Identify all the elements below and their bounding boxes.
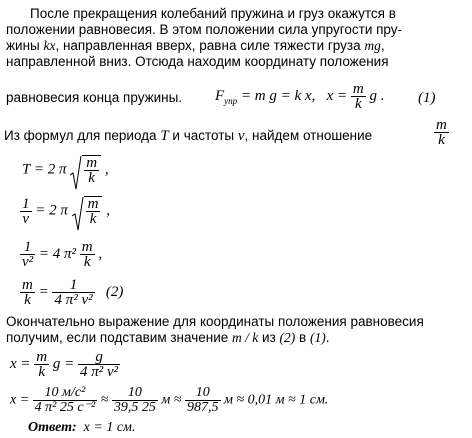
numerator: 10 м/с² [33,386,98,401]
numerator: m [352,81,364,97]
text-fragment: получим, если подставим значение [6,330,233,345]
math-expr: ≈ [100,392,109,408]
fraction-m-k [434,118,449,147]
numerator: m [36,349,48,365]
text-fragment: , найдем отношение [244,128,373,143]
text-line: Окончательно выражение для координаты положения равновесия [6,314,424,329]
math-expr: = [38,283,49,300]
text-fragment: , направленная вверх, равна силе тяжести груза [55,38,365,53]
denominator: 987,5 [187,400,219,415]
math-var: mg [364,38,381,53]
sqrt: $\frac{m}{k}$ [70,155,101,185]
text-fragment: жины [6,38,44,53]
text-line [6,38,385,54]
math-expr: м ≈ 0,01 м ≈ 1 см. [224,392,329,408]
math-expr: x = [10,355,31,372]
math-expr: x = [10,392,30,408]
denominator: 4 π² ν² [80,364,119,380]
text-line: После прекращения колебаний пружина и груз окажутся в [30,6,396,21]
subscript: упр [224,95,238,106]
math-expr: x = [326,87,348,104]
text-line: равновесия конца пружины. [6,90,183,105]
text-line [4,128,372,144]
denominator: ν² [22,254,34,270]
numerator: 1 [22,195,30,212]
math-expr: = 2 π [35,202,68,219]
equation-label-2: (2) [105,283,124,300]
formula-1 [215,82,384,111]
text-line: направленной вниз. Отсюда находим координату положения [6,54,389,69]
math-ref: (2) [279,330,296,345]
math-var: T [160,128,169,144]
math-expr: = m g = k x, [237,87,316,104]
sqrt: $\frac{m}{k}$ [72,196,103,226]
text-fragment: Из формул для периода [4,128,161,143]
denominator: k [38,364,46,380]
math-ref: (1) [309,330,326,345]
text-line: положении равновесия. В этом положении сила упругости пру- [6,22,403,37]
denominator: 4 π² 25 с⁻² [34,400,96,415]
text-fragment: и частоты [168,128,238,143]
numerator: g [78,350,120,365]
fraction [351,82,366,111]
equation-final-numeric [10,386,328,415]
equation-squared: $\frac{1}{\text{ν²}}$ = 4 π² $\frac{m}{k}$ , [22,239,103,270]
text-fragment: , [380,38,385,53]
numerator: m [436,117,447,133]
equation-frequency [20,196,110,226]
numerator: 10 [185,386,221,401]
text-fragment: в [295,330,310,345]
math-var: kx [43,38,56,53]
numerator: m [22,277,33,293]
equation-period [22,155,109,185]
equation-ratio [20,278,123,307]
math-expr: , [98,245,103,262]
math-expr: м ≈ [161,392,182,408]
numerator: 10 [112,386,158,401]
numerator: 1 [20,240,35,255]
numerator: 1 [52,278,94,293]
denominator: k [438,132,445,148]
text-fragment: . [325,330,330,345]
equation-final-symbolic [10,350,120,379]
math-var: F [215,87,225,104]
answer-label: Ответ: [28,420,77,435]
math-expr: , [104,161,109,178]
math-expr: T = 2 π [22,161,67,178]
math-expr: g = [52,355,75,372]
denominator: k [24,292,31,308]
math-expr: = 4 π² [38,245,80,262]
text-fragment: из [258,330,280,345]
math-expr: g . [369,87,385,104]
answer [28,420,135,436]
denominator: k [354,96,362,112]
denominator: 39,5 25 [113,400,156,415]
equation-label-1: (1) [418,90,436,106]
denominator: ν [22,210,30,227]
text-line [6,330,329,346]
answer-value: x = 1 см. [83,420,136,435]
denominator: 4 π² ν² [54,292,93,308]
math-var: ν [237,128,245,144]
math-expr: , [106,202,110,219]
math-var: m / k [232,330,259,345]
